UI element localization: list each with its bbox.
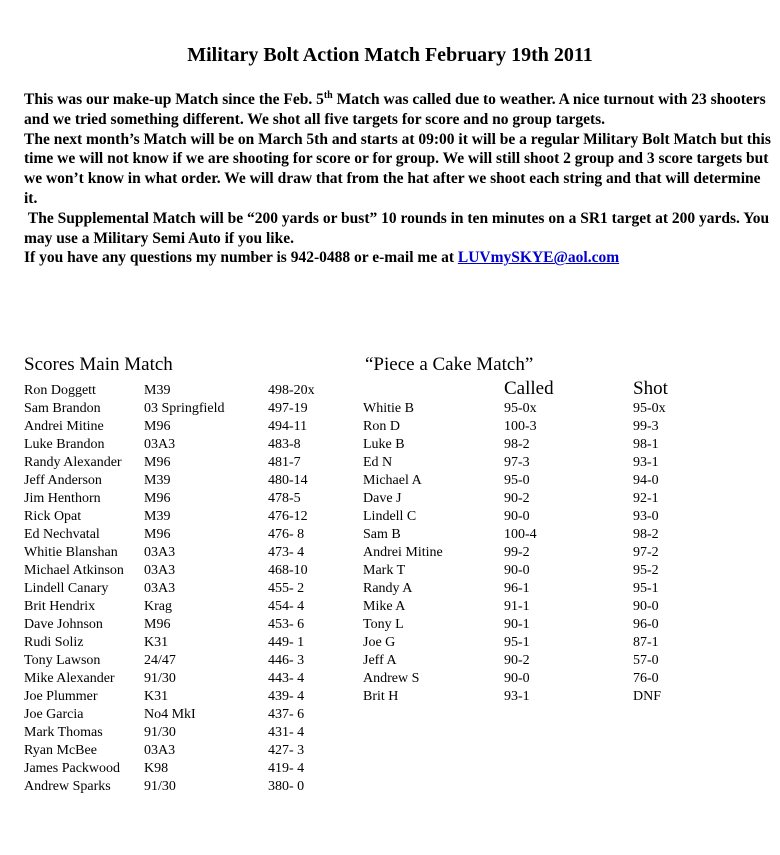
table-row xyxy=(24,418,348,436)
match-score: 419- 4 xyxy=(268,761,305,776)
table-row xyxy=(363,490,713,508)
shooter-name: Rick Opat xyxy=(24,509,82,524)
table-row xyxy=(363,400,713,418)
shooter-name: Jeff Anderson xyxy=(24,473,102,488)
cake-match-title: “Piece a Cake Match” xyxy=(365,354,534,375)
table-row xyxy=(363,670,713,688)
intro-paragraph-2: The next month’s Match will be on March 5th and starts at 09:00 it will be a regular Military Bolt Match but this time we will not know if we are shooting for score or for group. We will still shoot 2 group and 3 score targets but we won’t know in what order. We will draw that from the hat after we shoot each string and that will determine it. xyxy=(24,130,771,207)
match-score: 454- 4 xyxy=(268,599,305,614)
shooter-name: Ed N xyxy=(363,455,393,470)
table-row xyxy=(363,580,713,598)
shooter-name: Whitie Blanshan xyxy=(24,545,118,560)
shooter-name: Randy A xyxy=(363,581,413,596)
shooter-name: Luke B xyxy=(363,437,405,452)
shooter-name: Lindell Canary xyxy=(24,581,109,596)
match-score: 453- 6 xyxy=(268,617,305,632)
shooter-name: Tony L xyxy=(363,617,404,632)
rifle-model: K31 xyxy=(144,635,169,650)
shooter-name: Andrei Mitine xyxy=(24,419,104,434)
match-score: 443- 4 xyxy=(268,671,305,686)
shot-score: 98-1 xyxy=(633,437,659,452)
shooter-name: Joe G xyxy=(363,635,396,650)
shooter-name: Dave Johnson xyxy=(24,617,103,632)
match-score: 476-12 xyxy=(268,509,308,524)
shot-score: 87-1 xyxy=(633,635,659,650)
table-row xyxy=(24,652,348,670)
intro-paragraph-1 xyxy=(24,90,776,130)
called-score: 90-0 xyxy=(504,509,530,524)
table-row xyxy=(363,472,713,490)
table-row xyxy=(24,760,348,778)
rifle-model: 91/30 xyxy=(144,671,176,686)
table-row xyxy=(363,418,713,436)
shooter-name: Joe Plummer xyxy=(24,689,98,704)
table-row xyxy=(24,490,348,508)
match-score: 468-10 xyxy=(268,563,308,578)
rifle-model: Krag xyxy=(144,599,172,614)
match-score: 497-19 xyxy=(268,401,308,416)
called-score: 98-2 xyxy=(504,437,530,452)
intro-paragraph-3 xyxy=(24,209,776,249)
called-score: 100-3 xyxy=(504,419,537,434)
table-row xyxy=(363,454,713,472)
shooter-name: Lindell C xyxy=(363,509,417,524)
intro-text xyxy=(24,90,776,268)
called-score: 90-1 xyxy=(504,617,530,632)
match-score: 431- 4 xyxy=(268,725,305,740)
shot-score: 76-0 xyxy=(633,671,659,686)
called-score: 95-1 xyxy=(504,635,530,650)
shooter-name: Ed Nechvatal xyxy=(24,527,100,542)
table-row xyxy=(24,454,348,472)
shot-column-header: Shot xyxy=(633,378,668,399)
called-score: 96-1 xyxy=(504,581,530,596)
table-row xyxy=(24,400,348,418)
shot-score: 93-1 xyxy=(633,455,659,470)
rifle-model: 91/30 xyxy=(144,779,176,794)
rifle-model: No4 MkI xyxy=(144,707,196,722)
shooter-name: Rudi Soliz xyxy=(24,635,84,650)
table-row xyxy=(24,598,348,616)
table-row xyxy=(24,580,348,598)
shooter-name: Ron Doggett xyxy=(24,383,96,398)
page-title: Military Bolt Action Match February 19th 2011 xyxy=(187,44,593,66)
called-score: 90-0 xyxy=(504,563,530,578)
shooter-name: Randy Alexander xyxy=(24,455,122,470)
shooter-name: Andrew S xyxy=(363,671,420,686)
match-score: 498-20x xyxy=(268,383,315,398)
rifle-model: M96 xyxy=(144,527,171,542)
table-row xyxy=(363,526,713,544)
shooter-name: Mike A xyxy=(363,599,406,614)
shot-score: 96-0 xyxy=(633,617,659,632)
table-row xyxy=(363,598,713,616)
shooter-name: Mark Thomas xyxy=(24,725,103,740)
shooter-name: Mike Alexander xyxy=(24,671,115,686)
match-score: 427- 3 xyxy=(268,743,305,758)
shot-score: 92-1 xyxy=(633,491,659,506)
shot-score: 93-0 xyxy=(633,509,659,524)
called-score: 99-2 xyxy=(504,545,530,560)
main-match-title: Scores Main Match xyxy=(24,354,173,375)
match-score: 476- 8 xyxy=(268,527,305,542)
match-score: 439- 4 xyxy=(268,689,305,704)
shot-score: 95-0x xyxy=(633,401,666,416)
intro-text-segment: The Supplemental Match will be “200 yards or bust” 10 rounds in ten minutes on a SR1 target at 200 yards. You may use a Military Semi Auto if you like. xyxy=(24,209,770,247)
match-score: 437- 6 xyxy=(268,707,305,722)
table-row xyxy=(24,742,348,760)
intro-paragraph-4 xyxy=(24,248,776,268)
shooter-name: Michael A xyxy=(363,473,422,488)
rifle-model: M96 xyxy=(144,491,171,506)
shooter-name: Ron D xyxy=(363,419,400,434)
called-score: 100-4 xyxy=(504,527,537,542)
intro-text-segment: This was our make-up Match since the Feb. 5 xyxy=(24,91,324,108)
match-score: 455- 2 xyxy=(268,581,305,596)
shooter-name: Mark T xyxy=(363,563,406,578)
table-row xyxy=(24,634,348,652)
match-score: 480-14 xyxy=(268,473,308,488)
table-row xyxy=(363,652,713,670)
cake-match-table xyxy=(363,400,713,706)
shooter-name: Dave J xyxy=(363,491,402,506)
shooter-name: James Packwood xyxy=(24,761,121,776)
table-row xyxy=(24,544,348,562)
shot-score: 99-3 xyxy=(633,419,659,434)
rifle-model: K31 xyxy=(144,689,169,704)
match-score: 446- 3 xyxy=(268,653,305,668)
email-link[interactable]: LUVmySKYE@aol.com xyxy=(457,249,620,267)
rifle-model: 24/47 xyxy=(144,653,176,668)
match-score: 473- 4 xyxy=(268,545,305,560)
called-score: 90-2 xyxy=(504,491,530,506)
table-row xyxy=(363,436,713,454)
shooter-name: Brit Hendrix xyxy=(24,599,96,614)
shot-score: 90-0 xyxy=(633,599,659,614)
table-row xyxy=(24,526,348,544)
shooter-name: Sam Brandon xyxy=(24,401,101,416)
match-score: 481-7 xyxy=(268,455,301,470)
called-score: 95-0 xyxy=(504,473,530,488)
match-score: 380- 0 xyxy=(268,779,305,794)
shooter-name: Andrei Mitine xyxy=(363,545,443,560)
rifle-model: 03A3 xyxy=(144,563,176,578)
called-column-header: Called xyxy=(504,378,554,399)
table-row xyxy=(363,634,713,652)
intro-text-segment: Match was called due to weather. A nice turnout with 23 shooters and we tried something different. We shot all five targets for score and no group targets. xyxy=(24,91,766,128)
table-row xyxy=(363,562,713,580)
called-score: 97-3 xyxy=(504,455,530,470)
match-score: 494-11 xyxy=(268,419,308,434)
shooter-name: Ryan McBee xyxy=(24,743,97,758)
called-score: 91-1 xyxy=(504,599,530,614)
table-row xyxy=(24,508,348,526)
called-score: 93-1 xyxy=(504,689,530,704)
match-score: 478-5 xyxy=(268,491,301,506)
table-row xyxy=(363,688,713,706)
shooter-name: Jim Henthorn xyxy=(24,491,101,506)
shooter-name: Whitie B xyxy=(363,401,414,416)
table-row xyxy=(24,472,348,490)
table-row xyxy=(24,562,348,580)
main-match-table xyxy=(24,382,348,796)
table-row xyxy=(24,688,348,706)
rifle-model: 03A3 xyxy=(144,545,176,560)
shooter-name: Jeff A xyxy=(363,653,397,668)
shot-score: 95-2 xyxy=(633,563,659,578)
table-row xyxy=(24,382,348,400)
called-score: 90-2 xyxy=(504,653,530,668)
shooter-name: Andrew Sparks xyxy=(24,779,111,794)
intro-text-segment: If you have any questions my number is 942-0488 or e-mail me at xyxy=(24,249,458,267)
table-row xyxy=(24,616,348,634)
rifle-model: 03A3 xyxy=(144,437,176,452)
shooter-name: Tony Lawson xyxy=(24,653,101,668)
shooter-name: Sam B xyxy=(363,527,401,542)
rifle-model: 91/30 xyxy=(144,725,176,740)
table-row xyxy=(363,508,713,526)
ordinal-superscript: th xyxy=(323,89,333,101)
shot-score: 97-2 xyxy=(633,545,659,560)
table-row xyxy=(363,544,713,562)
rifle-model: M39 xyxy=(144,383,171,398)
table-row xyxy=(24,436,348,454)
shot-score: 95-1 xyxy=(633,581,659,596)
table-row xyxy=(24,724,348,742)
called-score: 90-0 xyxy=(504,671,530,686)
shot-score: 94-0 xyxy=(633,473,659,488)
match-score: 483-8 xyxy=(268,437,301,452)
rifle-model: M96 xyxy=(144,617,171,632)
rifle-model: K98 xyxy=(144,761,169,776)
rifle-model: 03A3 xyxy=(144,743,176,758)
rifle-model: M39 xyxy=(144,509,171,524)
shooter-name: Brit H xyxy=(363,689,399,704)
rifle-model: M96 xyxy=(144,455,171,470)
shooter-name: Michael Atkinson xyxy=(24,563,124,578)
rifle-model: 03 Springfield xyxy=(144,401,225,416)
shot-score: 57-0 xyxy=(633,653,659,668)
rifle-model: 03A3 xyxy=(144,581,176,596)
match-score: 449- 1 xyxy=(268,635,305,650)
shot-score: DNF xyxy=(633,689,662,704)
shooter-name: Joe Garcia xyxy=(24,707,84,722)
called-score: 95-0x xyxy=(504,401,537,416)
shot-score: 98-2 xyxy=(633,527,659,542)
rifle-model: M96 xyxy=(144,419,171,434)
rifle-model: M39 xyxy=(144,473,171,488)
table-row xyxy=(24,778,348,796)
table-row xyxy=(24,670,348,688)
table-row xyxy=(24,706,348,724)
table-row xyxy=(363,616,713,634)
shooter-name: Luke Brandon xyxy=(24,437,105,452)
